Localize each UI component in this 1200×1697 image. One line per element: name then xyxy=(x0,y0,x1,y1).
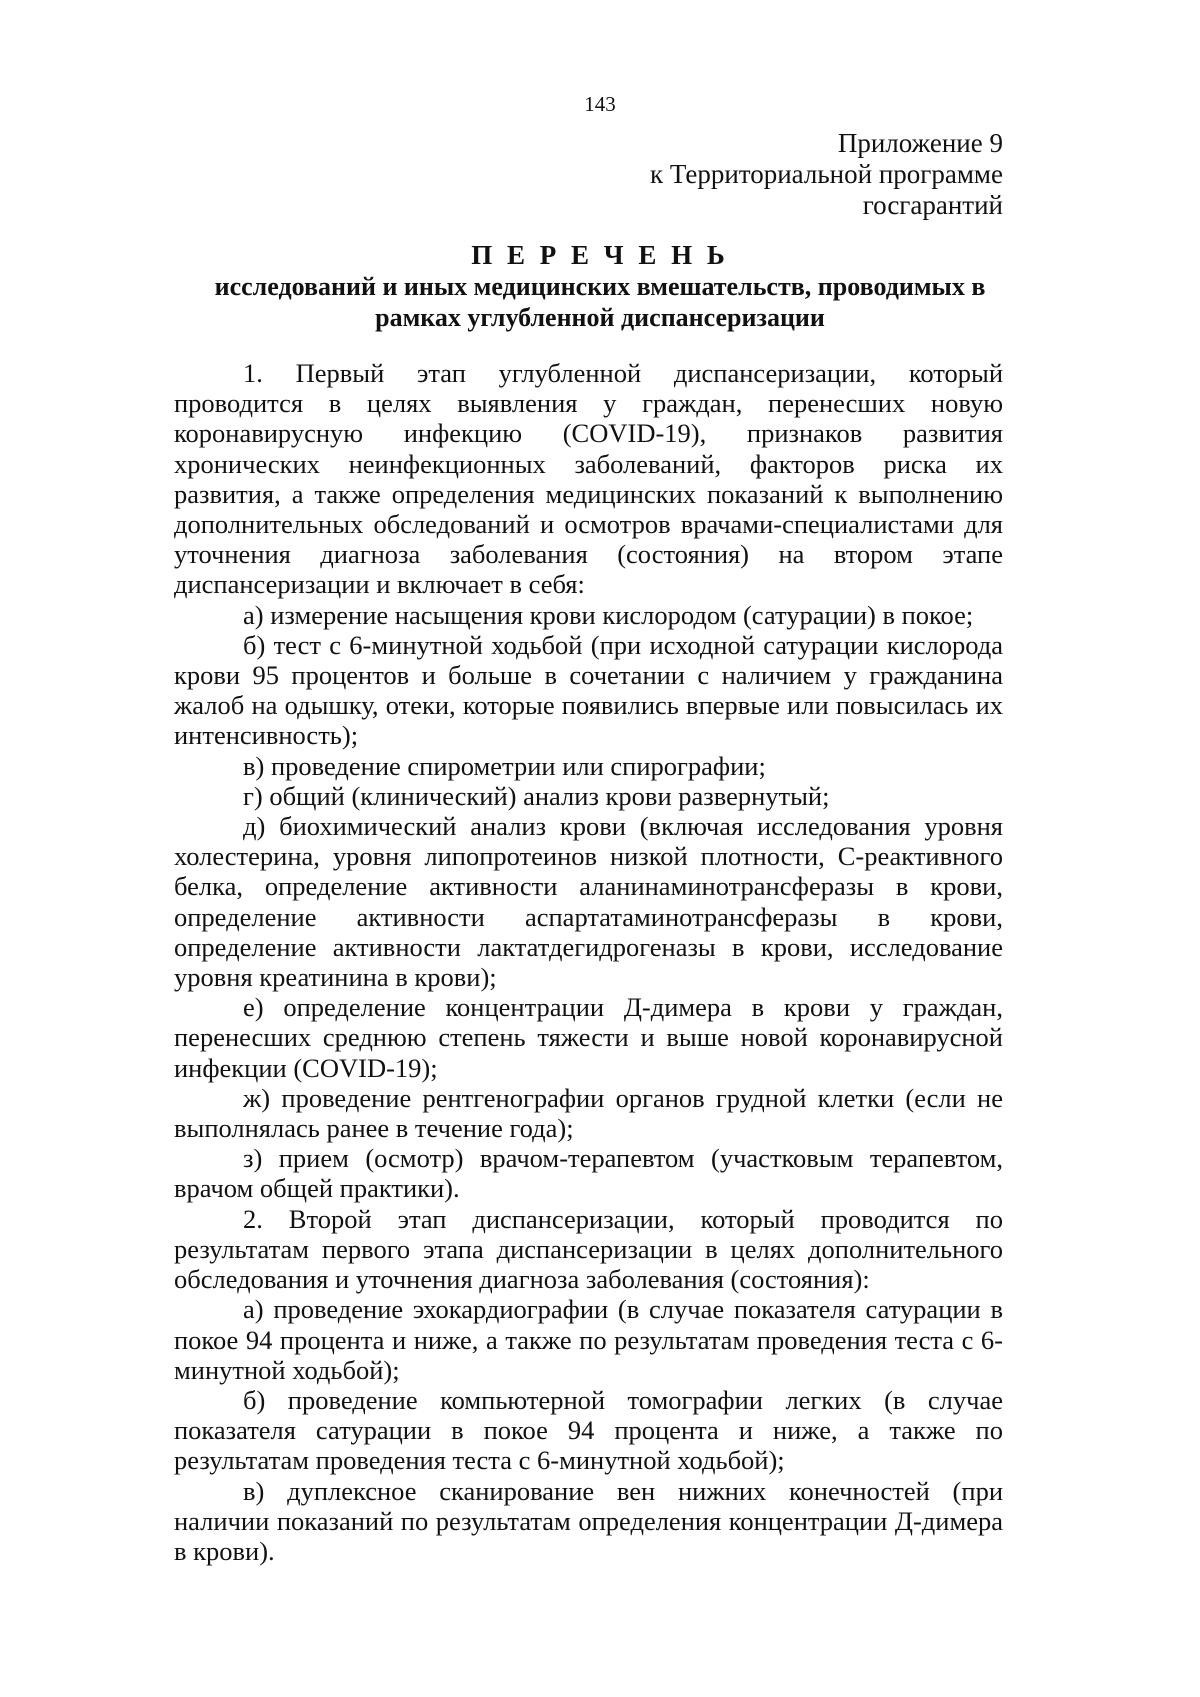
list-item-2b: б) проведение компьютерной томографии легких (в случае показателя сатурации в покое 94 процента и ниже, а также по результатам проведения теста с 6-минутной ходьбой); xyxy=(174,1384,1003,1476)
list-item-2v: в) дуплексное сканирование вен нижних конечностей (при наличии показаний по результатам определения концентрации Д-димера в крови). xyxy=(174,1475,1003,1566)
appendix-line-3: госгарантий xyxy=(862,190,1003,220)
list-item-1g: г) общий (клинический) анализ крови развернутый; xyxy=(243,780,830,811)
document-title: П Е Р Е Ч Е Н Ь xyxy=(471,240,729,270)
list-item-1b: б) тест с 6-минутной ходьбой (при исходной сатурации кислорода крови 95 процентов и больше в сочетании с наличием у гражданина жалоб на одышку, отеки, которые появились впервые или повысилась их интенсивность); xyxy=(174,629,1003,751)
paragraph-stage-2: 2. Второй этап диспансеризации, который проводится по результатам первого этапа диспансеризации в целях дополнительного обследования и уточнения диагноза заболевания (состояния): xyxy=(174,1203,1003,1295)
appendix-header xyxy=(403,128,1003,221)
list-item-2a: а) проведение эхокардиографии (в случае показателя сатурации в покое 94 процента и ниже, а также по результатам проведения теста с 6-минутной ходьбой); xyxy=(174,1294,1003,1385)
document-subtitle: исследований и иных медицинских вмешательств, проводимых в рамках углубленной диспансеризации xyxy=(214,272,986,332)
page-number: 143 xyxy=(584,92,616,116)
list-item-1e: е) определение концентрации Д-димера в крови у граждан, перенесших среднюю степень тяжести и выше новой коронавирусной инфекции (COVID-19); xyxy=(174,992,1003,1083)
paragraph-stage-1: 1. Первый этап углубленной диспансеризации, который проводится в целях выявления у граждан, перенесших новую коронавирусную инфекцию (COVID-19), признаков развития хронических неинфекционных заболеваний, факторов риска их развития, а также определения медицинских показаний к выполнению дополнительных обследований и осмотров врачами-специалистами для уточнения диагноза заболевания (состояния) на втором этапе диспансеризации и включает в себя: xyxy=(174,358,1003,600)
list-item-1zh: ж) проведение рентгенографии органов грудной клетки (если не выполнялась ранее в течение года); xyxy=(174,1082,1003,1144)
list-item-1a: а) измерение насыщения крови кислородом (сатурации) в покое; xyxy=(243,599,974,630)
list-item-1v: в) проведение спирометрии или спирографии; xyxy=(243,750,766,781)
appendix-line-1: Приложение 9 xyxy=(837,128,1003,158)
document-body xyxy=(174,358,1003,1566)
appendix-line-2: к Территориальной программе xyxy=(650,159,1003,189)
list-item-1d: д) биохимический анализ крови (включая исследования уровня холестерина, уровня липопротеинов низкой плотности, С-реактивного белка, определение активности аланинаминотрансферазы в крови, определение активности аспартатаминотрансферазы в крови, определение активности лактатдегидрогеназы в крови, исследование уровня креатинина в крови); xyxy=(174,811,1003,993)
list-item-1z: з) прием (осмотр) врачом-терапевтом (участковым терапевтом, врачом общей практики). xyxy=(174,1143,1003,1204)
